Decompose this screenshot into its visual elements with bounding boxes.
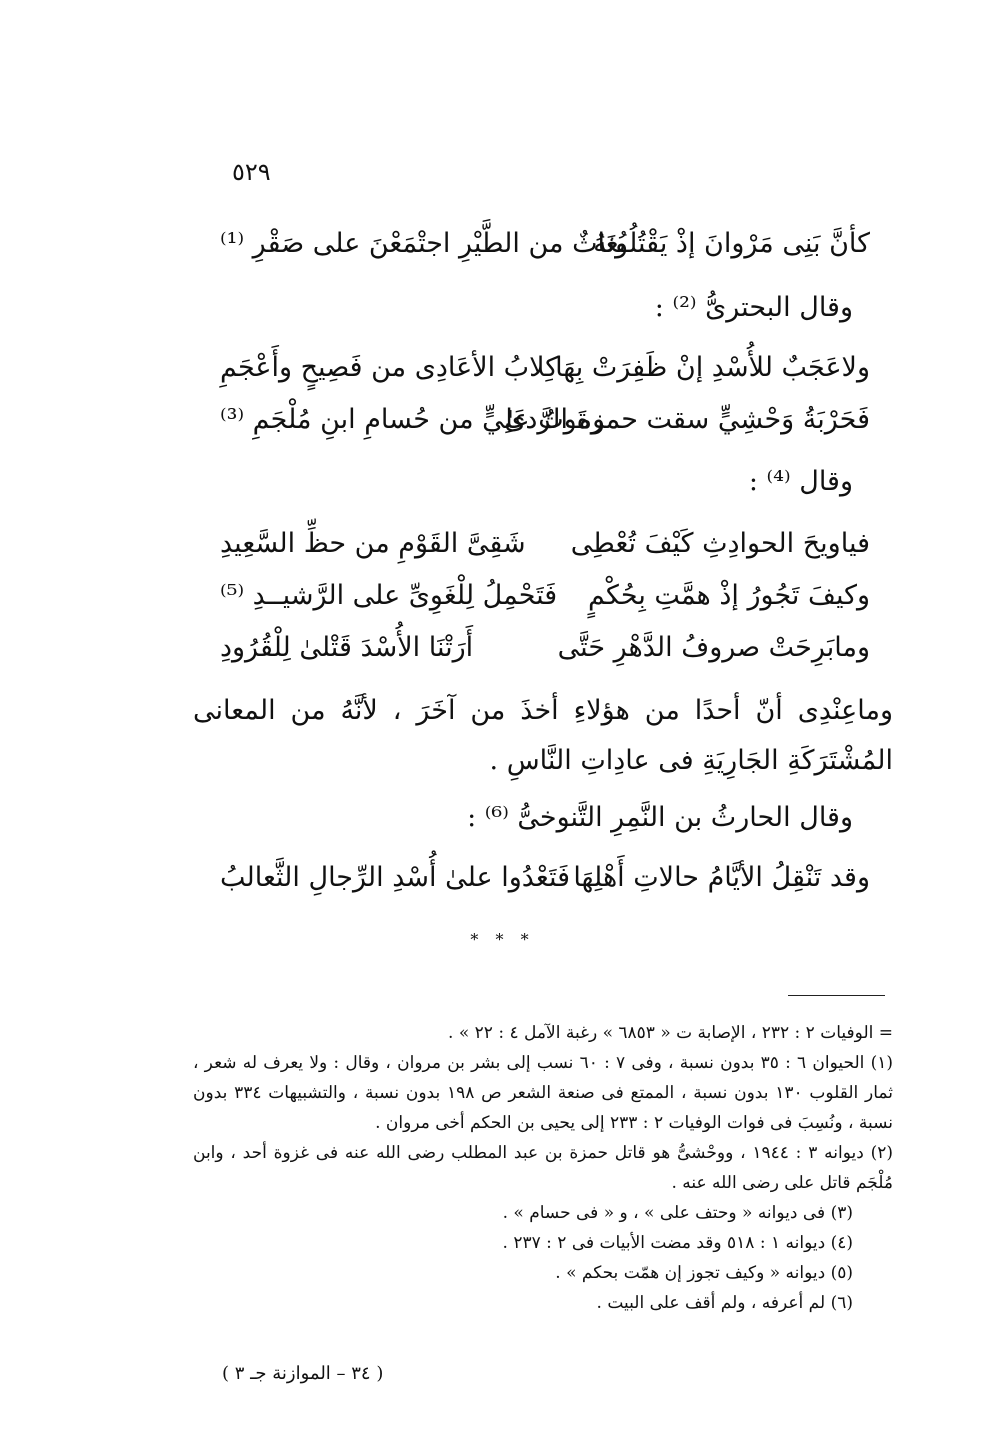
verse-line	[220, 580, 870, 620]
verse-first-hemistich: ومابَرِحَتْ صروفُ الدَّهْرِ حَتَّى	[557, 632, 870, 663]
verse-second-hemistich: كِلابُ الأعَادِى من فَصِيحٍ وأَعْجَمِ	[220, 352, 559, 383]
verse-first-hemistich: فَحَرْبَةُ وَحْشِيٍّ سقت حمزةَ الرَّدىٰ	[504, 404, 870, 435]
section-divider-stars: * * *	[470, 930, 535, 949]
verse-intro: وقال ⁽⁴⁾ :	[748, 466, 853, 497]
verse-line	[220, 404, 870, 444]
footnote: (٥) ديوانه « وكيف تجوز إن همّت بحكم » .	[555, 1263, 853, 1283]
verse-line	[220, 862, 870, 902]
verse-line	[220, 528, 870, 568]
footnote: (٦) لم أعرفه ، ولم أقف على البيت .	[596, 1293, 853, 1313]
verse-second-hemistich: فَتَحْمِلُ لِلْغَوِىِّ على الرَّشيــدِ ⁽⁵⁾	[220, 580, 558, 611]
signature-mark: ( ٣٤ – الموازنة جـ ٣ )	[222, 1363, 384, 1384]
verse-second-hemistich: شَقِىَّ القَوْمِ من حظِّ السَّعِيدِ	[220, 528, 526, 559]
footnote: (١) الحيوان ٦ : ٣٥ بدون نسبة ، وفى ٧ : ٦٠ نسب إلى بشر بن مروان ، وقال : ولا يعرف له شعر ، ثمار القلوب ١٣٠ بدون نسبة ، الممتع فى صنعة الشعر ص ١٩٨ بدون نسبة ، والتشبيهات ٣٣٤ بدون نسبة ، ونُسِبَ فى فوات الوفيات ٢ : ٢٣٣ إلى يحيى بن الحكم أخى مروان .	[193, 1053, 893, 1133]
verse-line	[220, 228, 870, 268]
verse-first-hemistich: كأنَّ بَنِى مَرْوانَ إذْ يَقْتُلُونَهُ	[593, 228, 870, 259]
footnote: (٣) فى ديوانه « وحتف على » ، و « فى حسام » .	[502, 1203, 853, 1223]
prose-paragraph: وماعِنْدِى أنّ أحدًا من هؤلاءِ أخذَ من آخَرَ ، لأنَّهُ من المعانى المُشْتَرَكَةِ الجَارِيَةِ فى عادِاتِ النَّاسِ .	[193, 695, 893, 776]
verse-first-hemistich: وكيفَ تَجُورُ إذْ همَّتِ بِحُكْمٍ	[588, 580, 870, 611]
footnote: = الوفيات ٢ : ٢٣٢ ، الإصابة ت « ٦٨٥٣ » رغبة الآمل ٤ : ٢٢ » .	[448, 1023, 893, 1043]
verse-line	[220, 352, 870, 392]
verse-second-hemistich: بُغاثٌ من الطَّيْرِ اجتْمَعْنَ على صَقْرِ ⁽¹⁾	[220, 228, 627, 259]
footnotes	[193, 1018, 893, 1318]
footnote-separator	[788, 995, 885, 996]
verse-line	[220, 632, 870, 672]
verse-intro: وقال الحارثُ بن النَّمِرِ التَّنوخىُّ ⁽⁶⁾ :	[467, 802, 853, 833]
page-number: ٥٢٩	[232, 158, 271, 186]
verse-first-hemistich: ولاعَجَبٌ للأُسْدِ إنْ ظَفِرَتْ بِهَا	[555, 352, 870, 383]
verse-intro: وقال البحترىُّ ⁽²⁾ :	[654, 292, 853, 323]
verse-second-hemistich: أَرَتْنَا الأُسْدَ قَتْلىٰ لِلْقُرُودِ	[220, 632, 474, 663]
verse-first-hemistich: فياويحَ الحوادِثِ كَيْفَ تُعْطِى	[570, 528, 870, 559]
footnote: (٤) ديوانه ١ : ٥١٨ وقد مضت الأبيات فى ٢ : ٢٣٧ .	[502, 1233, 853, 1253]
verse-second-hemistich: فَتَعْدُوا علىٰ أُسْدِ الرِّجالِ الثَّعالبُ	[220, 862, 570, 893]
verse-second-hemistich: وموتُ عَلِيٍّ من حُسامِ ابنِ مُلْجَمِ ⁽³⁾	[220, 404, 606, 435]
verse-first-hemistich: وقد تَنْقِلُ الأيَّامُ حالاتِ أَهْلِهَا	[573, 862, 870, 893]
footnote: (٢) ديوانه ٣ : ١٩٤٤ ، ووحْشىُّ هو قاتل حمزة بن عبد المطلب رضى الله عنه فى غزوة أحد ، وابن مُلْجَم قاتل على رضى الله عنه .	[193, 1143, 893, 1193]
